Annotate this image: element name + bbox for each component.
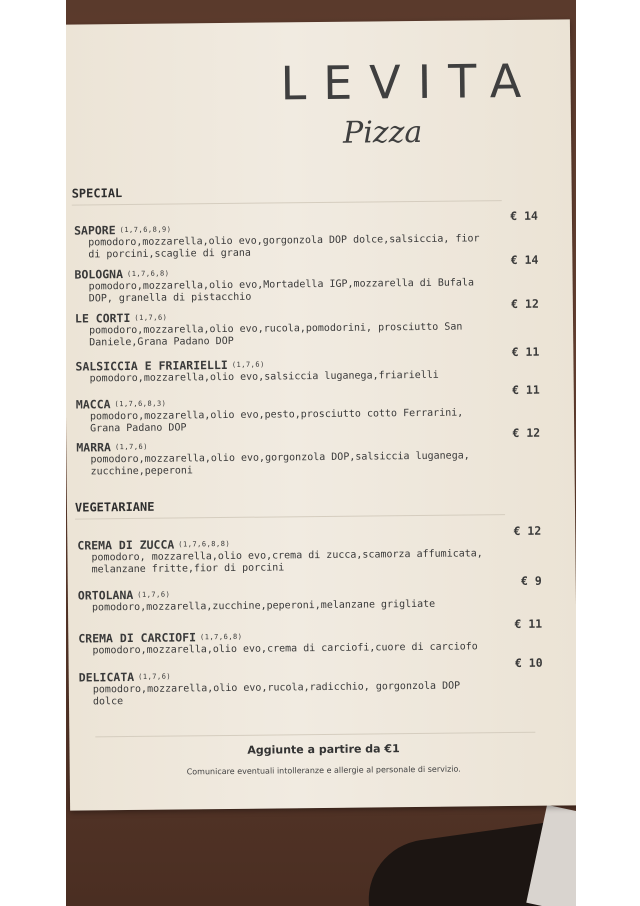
item-allergens: (1,7,6,8,8): [178, 539, 231, 549]
footer-title: Aggiunte a partire da €1: [247, 742, 400, 757]
section-divider: [72, 200, 502, 206]
item-price: € 11: [514, 616, 543, 631]
item-price: € 11: [511, 344, 540, 359]
item-allergens: (1,7,6,8,9): [119, 225, 172, 235]
item-name: SAPORE: [73, 223, 116, 238]
item-description: pomodoro,mozzarella,olio evo,gorgonzola DOP,salsiccia luganega, zucchine,peperoni: [90, 450, 470, 478]
item-description: pomodoro,mozzarella,olio evo,pesto,prosciutto cotto Ferrarini, Grana Padano DOP: [89, 407, 464, 435]
item-allergens: (1,7,6): [231, 360, 265, 369]
item-allergens: (1,7,6): [137, 590, 171, 599]
item-price: € 12: [512, 425, 541, 440]
item-price: € 12: [513, 523, 542, 538]
item-name: MARRA: [76, 440, 112, 455]
item-price: € 10: [514, 655, 543, 670]
brand-subtitle: Pizza: [342, 114, 423, 151]
menu-item: [74, 296, 545, 350]
item-description: pomodoro, mozzarella,olio evo,crema di zucca,scamorza affumicata, melanzane fritte,fior di porcini: [91, 548, 483, 576]
item-name: CREMA DI CARCIOFI: [78, 630, 197, 646]
item-allergens: (1,7,6,8): [199, 632, 243, 642]
item-name: SALSICCIA E FRIARIELLI: [75, 357, 228, 374]
section-divider: [75, 514, 505, 520]
item-allergens: (1,7,6,8,3): [114, 399, 167, 409]
footer-divider: [95, 732, 535, 738]
item-description: pomodoro,mozzarella,olio evo,salsiccia luganega,friarielli: [89, 369, 439, 385]
menu-item: [76, 425, 546, 479]
menu-item: [75, 344, 545, 386]
item-description: pomodoro,mozzarella,olio evo,crema di carciofi,cuore di carciofo: [92, 641, 478, 657]
item-allergens: (1,7,6,8): [126, 269, 170, 279]
menu-item: [78, 616, 548, 658]
menu-item: [77, 523, 547, 577]
item-description: pomodoro,mozzarella,olio evo,rucola,radicchio, gorgonzola DOP dolce: [92, 680, 461, 708]
item-price: € 14: [510, 252, 539, 267]
item-price: € 9: [520, 573, 542, 588]
menu-item: [74, 252, 544, 306]
item-name: DELICATA: [78, 669, 135, 685]
menu-item: [78, 655, 549, 709]
item-allergens: (1,7,6): [134, 313, 168, 322]
item-price: € 14: [510, 208, 538, 223]
item-name: MACCA: [75, 397, 111, 412]
menu-item: [77, 573, 548, 615]
menu-item: [75, 382, 546, 436]
menu-item: [73, 208, 544, 262]
footer-note: Comunicare eventuali intolleranze e allergie al personale di servizio.: [186, 764, 461, 777]
item-allergens: (1,7,6): [138, 672, 172, 681]
item-name: CREMA DI ZUCCA: [77, 537, 175, 553]
item-description: pomodoro,mozzarella,olio evo,Mortadella IGP,mozzarella di Bufala DOP, granella di pistacchio: [88, 277, 474, 305]
menu-photo: [66, 0, 576, 906]
item-price: € 11: [511, 382, 540, 397]
item-description: pomodoro,mozzarella,olio evo,rucola,pomodorini, prosciutto San Daniele,Grana Padano DOP: [89, 321, 463, 349]
item-description: pomodoro,mozzarella,zucchine,peperoni,melanzane grigliate: [91, 598, 436, 614]
item-description: pomodoro,mozzarella,olio evo,gorgonzola DOP dolce,salsiccia, fior di porcini,scaglie di grana: [88, 233, 480, 261]
menu-sheet: [66, 19, 576, 810]
item-name: BOLOGNA: [74, 267, 124, 282]
item-name: LE CORTI: [74, 310, 131, 326]
section-title-vegetariane: VEGETARIANE: [74, 499, 155, 515]
item-price: € 12: [511, 296, 539, 311]
item-name: ORTOLANA: [77, 587, 134, 603]
brand-name: LEVITA: [280, 53, 539, 111]
section-title-special: SPECIAL: [71, 186, 123, 201]
item-allergens: (1,7,6): [114, 442, 149, 452]
brand-logo: [280, 53, 541, 151]
